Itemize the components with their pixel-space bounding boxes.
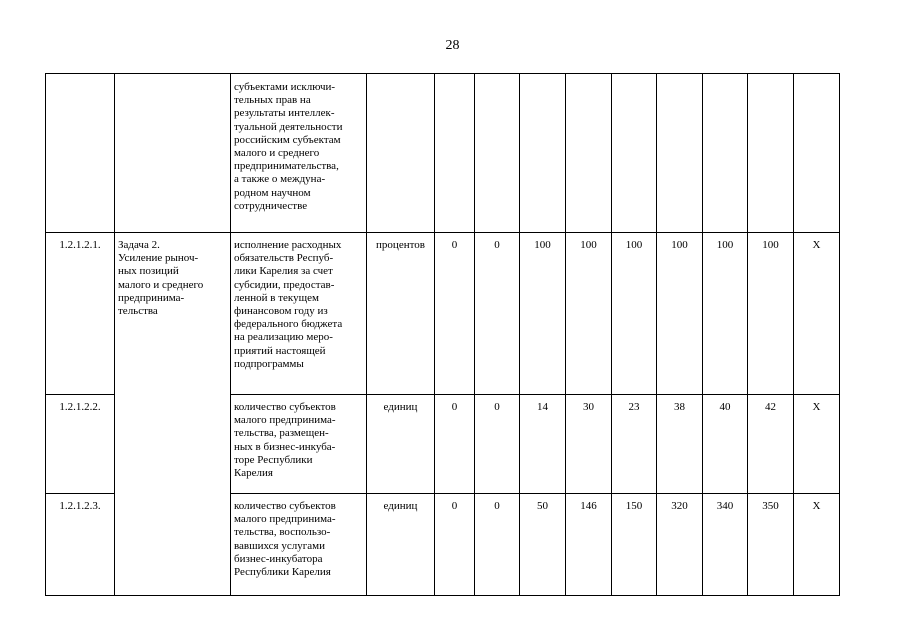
page-number: 28 xyxy=(445,38,460,53)
table-row xyxy=(46,233,840,395)
row-value: 100 xyxy=(748,233,794,395)
row-task xyxy=(115,74,231,233)
row-value: 0 xyxy=(435,494,475,596)
row-value: 340 xyxy=(703,494,748,596)
row-value xyxy=(475,74,520,233)
row-value: 100 xyxy=(520,233,566,395)
row-value: 0 xyxy=(475,494,520,596)
row-value: 100 xyxy=(703,233,748,395)
row-value: 320 xyxy=(657,494,703,596)
row-value: 42 xyxy=(748,395,794,494)
row-value: 146 xyxy=(566,494,612,596)
row-unit xyxy=(367,74,435,233)
indicators-table xyxy=(45,73,840,596)
row-code: 1.2.1.2.2. xyxy=(46,395,115,494)
row-value: 100 xyxy=(657,233,703,395)
row-value: 40 xyxy=(703,395,748,494)
row-unit: единиц xyxy=(367,494,435,596)
row-value: 0 xyxy=(475,233,520,395)
row-last: Х xyxy=(794,494,840,596)
row-last: Х xyxy=(794,233,840,395)
row-value: 14 xyxy=(520,395,566,494)
row-value xyxy=(435,74,475,233)
row-unit: единиц xyxy=(367,395,435,494)
row-value: 30 xyxy=(566,395,612,494)
row-value: 0 xyxy=(475,395,520,494)
row-value: 350 xyxy=(748,494,794,596)
row-value xyxy=(703,74,748,233)
row-value xyxy=(520,74,566,233)
row-indicator: субъектами исключи- тельных прав на результаты интеллек- туальной деятельности российским субъектам малого и среднего предпринимательства, а также о междуна- родном научном сотрудничестве xyxy=(231,74,367,233)
row-value: 150 xyxy=(612,494,657,596)
row-unit: процентов xyxy=(367,233,435,395)
row-value xyxy=(612,74,657,233)
row-value: 50 xyxy=(520,494,566,596)
row-value: 38 xyxy=(657,395,703,494)
row-value: 0 xyxy=(435,395,475,494)
row-code: 1.2.1.2.3. xyxy=(46,494,115,596)
row-value: 23 xyxy=(612,395,657,494)
row-value: 100 xyxy=(566,233,612,395)
row-value xyxy=(566,74,612,233)
row-indicator: количество субъектов малого предпринима- тельства, воспользо- вавшихся услугами бизнес-инкубатора Республики Карелия xyxy=(231,494,367,596)
row-value xyxy=(748,74,794,233)
row-value: 0 xyxy=(435,233,475,395)
row-last xyxy=(794,74,840,233)
row-value xyxy=(657,74,703,233)
row-code: 1.2.1.2.1. xyxy=(46,233,115,395)
row-indicator: исполнение расходных обязательств Респуб- лики Карелия за счет субсидии, предостав- ленной в текущем финансовом году из федерального бюджета на реализацию меро- приятий настоящей подпрограммы xyxy=(231,233,367,395)
table-row xyxy=(46,74,840,233)
row-indicator: количество субъектов малого предпринима- тельства, размещен- ных в бизнес-инкуба- торе Республики Карелия xyxy=(231,395,367,494)
row-code xyxy=(46,74,115,233)
row-value: 100 xyxy=(612,233,657,395)
row-task: Задача 2. Усиление рыноч- ных позиций малого и среднего предпринима- тельства xyxy=(115,233,231,596)
row-last: Х xyxy=(794,395,840,494)
